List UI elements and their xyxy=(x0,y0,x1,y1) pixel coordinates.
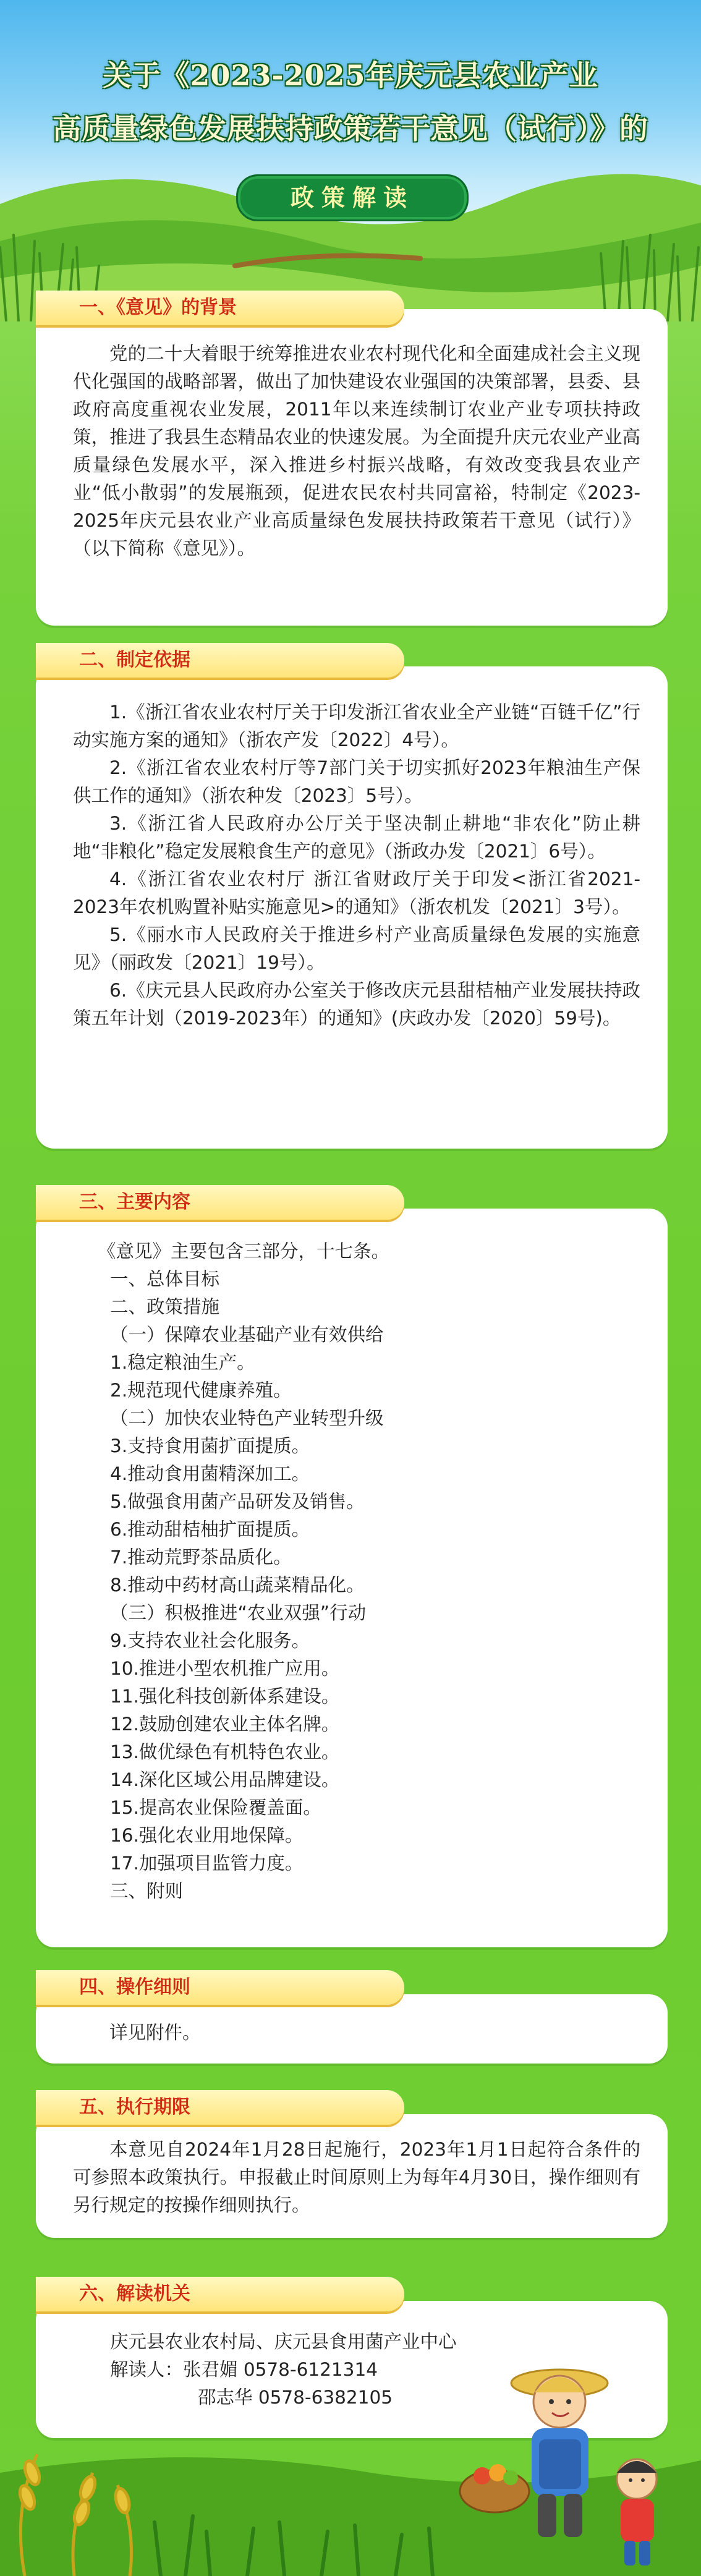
section-heading-text: 三、主要内容 xyxy=(79,1191,190,1213)
background-text-block xyxy=(73,340,640,563)
child-cartoon-icon xyxy=(617,2459,656,2565)
basis-item: 6.《庆元县人民政府办公室关于修改庆元县甜桔柚产业发展扶持政策五年计划（2019-2023年）的通知》(庆政办发〔2020〕59号)。 xyxy=(73,980,640,1029)
title-line-2: 高质量绿色发展扶持政策若干意见（试行）》的 xyxy=(53,112,648,145)
outline-item: （二）加快农业特色产业转型升级 xyxy=(110,1408,384,1429)
outline-item: 13.做优绿色有机特色农业。 xyxy=(110,1741,340,1762)
section-heading-text: 四、操作细则 xyxy=(79,1976,190,1998)
outline-item: 5.做强食用菌产品研发及销售。 xyxy=(110,1491,365,1512)
badge-label: 政策解读 xyxy=(290,184,414,211)
agency-text-block xyxy=(73,2328,640,2412)
section-heading-period xyxy=(36,2090,404,2125)
section-heading-content xyxy=(36,1185,404,1220)
basis-item: 1.《浙江省农业农村厅关于印发浙江省农业全产业链“百链千亿”行动实施方案的通知》（浙农产发〔2022〕4号）。 xyxy=(73,702,640,750)
outline-item: 三、附则 xyxy=(110,1881,184,1902)
section-heading-agency xyxy=(36,2277,404,2311)
section-heading-rules xyxy=(36,1970,404,2005)
agency-org: 庆元县农业农村局、庆元县食用菌产业中心 xyxy=(110,2331,457,2352)
vegetable-basket-icon xyxy=(460,2464,529,2512)
outline-item: 7.推动荒野茶品质化。 xyxy=(110,1547,292,1568)
agency-contact-2: 邵志华 0578-6382105 xyxy=(198,2387,393,2408)
header-banner xyxy=(0,0,701,321)
agency-contact-1: 解读人：张君媚 0578-6121314 xyxy=(110,2359,378,2380)
basis-item: 5.《丽水市人民政府关于推进乡村产业高质量绿色发展的实施意见》（丽政发〔2021〕19号）。 xyxy=(73,924,640,973)
outline-item: 8.推动中药材高山蔬菜精品化。 xyxy=(110,1575,365,1596)
rice-ear-left-icon xyxy=(17,2454,132,2576)
section-heading-text: 六、解读机关 xyxy=(79,2283,190,2305)
basis-item: 3.《浙江省人民政府办公厅关于坚决制止耕地“非农化”防止耕地“非粮化”稳定发展粮食生产的意见》（浙政办发〔2021〕6号）。 xyxy=(73,813,640,862)
outline-item: 4.推动食用菌精深加工。 xyxy=(110,1463,310,1484)
outline-item: 一、总体目标 xyxy=(110,1269,220,1290)
hill-landscape-illustration xyxy=(0,0,701,321)
outline-item: 10.推进小型农机推广应用。 xyxy=(110,1658,340,1679)
outline-item: 1.稳定粮油生产。 xyxy=(110,1352,255,1373)
outline-item: （一）保障农业基础产业有效供给 xyxy=(110,1324,384,1345)
outline-item: 3.支持食用菌扩面提质。 xyxy=(110,1435,310,1456)
outline-item: 2.规范现代健康养殖。 xyxy=(110,1380,292,1401)
section-heading-text: 二、制定依据 xyxy=(79,649,190,671)
section-heading-basis xyxy=(36,643,404,678)
outline-item: 15.提高农业保险覆盖面。 xyxy=(110,1797,321,1818)
content-outline xyxy=(73,1238,640,1905)
basis-item: 2.《浙江省农业农村厅等7部门关于切实抓好2023年粮油生产保供工作的通知》（浙农种发〔2023〕5号）。 xyxy=(73,757,640,806)
outline-item: （三）积极推进“农业双强”行动 xyxy=(110,1602,367,1623)
basis-item: 4.《浙江省农业农村厅 浙江省财政厅关于印发<浙江省2021-2023年农机购置补贴实施意见>的通知》（浙农机发〔2021〕3号）。 xyxy=(73,869,640,917)
outline-item: 11.强化科技创新体系建设。 xyxy=(110,1686,340,1707)
basis-list xyxy=(73,699,640,1032)
section-heading-background xyxy=(36,291,404,325)
section-heading-text: 五、执行期限 xyxy=(79,2096,190,2118)
grass-bottom-icon xyxy=(155,2516,433,2576)
period-text-block xyxy=(73,2136,640,2219)
section-heading-text: 一、《意见》的背景 xyxy=(79,297,237,318)
period-paragraph: 本意见自2024年1月28日起施行，2023年1月1日起符合条件的可参照本政策执行。申报截止时间原则上为每年4月30日，操作细则有另行规定的按操作细则执行。 xyxy=(73,2139,640,2216)
outline-item: 14.深化区域公用品牌建设。 xyxy=(110,1769,340,1790)
outline-item: 9.支持农业社会化服务。 xyxy=(110,1630,310,1651)
rules-text-block xyxy=(73,2019,640,2047)
background-paragraph: 党的二十大着眼于统筹推进农业农村现代化和全面建成社会主义现代化强国的战略部署，做出了加快建设农业强国的决策部署，县委、县政府高度重视农业发展，2011年以来连续制订农业产业专项扶持政策，推进了我县生态精品农业的快速发展。为全面提升庆元农业产业高质量绿色发展水平，深入推进乡村振兴战略，有效改变我县农业产业“低小散弱”的发展瓶颈，促进农民农村共同富裕，特制定《2023-2025年庆元县农业产业高质量绿色发展扶持政策若干意见（试行）》（以下简称《意见》）。 xyxy=(73,343,640,559)
title-line-1: 关于《2023-2025年庆元县农业产业 xyxy=(103,59,598,92)
outline-item: 12.鼓励创建农业主体名牌。 xyxy=(110,1714,340,1735)
content-intro: 《意见》主要包含三部分，十七条。 xyxy=(98,1241,390,1262)
outline-item: 二、政策措施 xyxy=(110,1296,220,1317)
outline-item: 6.推动甜桔柚扩面提质。 xyxy=(110,1519,310,1540)
rules-paragraph: 详见附件。 xyxy=(109,2022,201,2043)
outline-item: 17.加强项目监管力度。 xyxy=(110,1853,304,1874)
outline-item: 16.强化农业用地保障。 xyxy=(110,1825,304,1846)
policy-interpretation-badge xyxy=(236,174,469,221)
